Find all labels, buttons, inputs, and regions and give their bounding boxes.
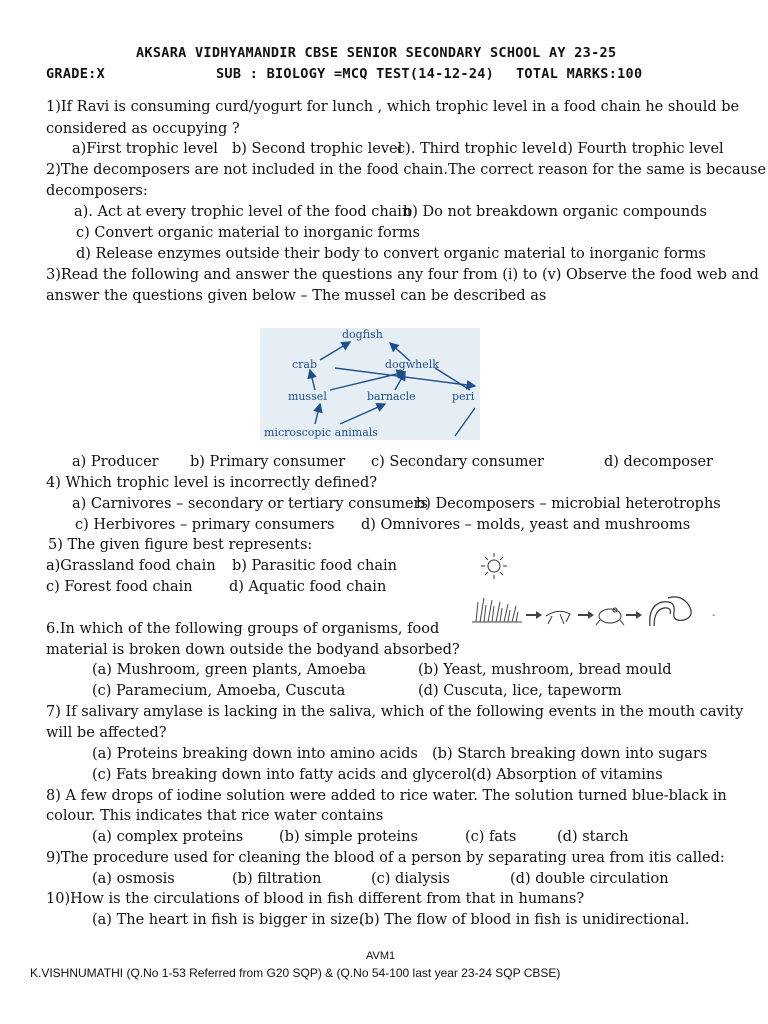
food-chain-figure: [462, 550, 722, 640]
arrow-mussel-dogwhelk: [330, 372, 405, 390]
question-7-text: 7) If salivary amylase is lacking in the saliva, which of the following events in the mouth cavity: [46, 704, 744, 720]
q10-option-b: (b) The flow of blood in fish is unidirectional.: [359, 912, 690, 928]
question-6-text: 6.In which of the following groups of organisms, food: [46, 621, 440, 637]
q8-option-a: (a) complex proteins: [92, 829, 244, 845]
grasshopper-icon: [546, 611, 570, 624]
q3-option-d: d) decomposer: [604, 454, 713, 470]
arrow-microscopic-mussel: [315, 404, 320, 424]
svg-text:-: -: [712, 610, 716, 621]
grade-label: GRADE:X: [46, 66, 105, 82]
q2-option-a: a). Act at every trophic level of the food chain: [74, 204, 412, 220]
q5-option-c: c) Forest food chain: [46, 579, 193, 595]
total-marks-label: TOTAL MARKS:100: [516, 66, 643, 82]
footer-credit: K.VISHNUMATHI (Q.No 1-53 Referred from G20 SQP) & (Q.No 54-100 last year 23-24 SQP CBSE): [30, 966, 561, 980]
question-9-text: 9)The procedure used for cleaning the blood of a person by separating urea from itis called:: [46, 850, 725, 866]
q6-option-a: (a) Mushroom, green plants, Amoeba: [92, 662, 367, 678]
q7-option-b: (b) Starch breaking down into sugars: [432, 746, 708, 762]
arrow-mussel-crab: [310, 370, 315, 390]
q7-option-c: (c) Fats breaking down into fatty acids and glycerol: [92, 767, 472, 783]
q3-option-c: c) Secondary consumer: [371, 454, 544, 470]
question-8-text: 8) A few drops of iodine solution were added to rice water. The solution turned blue-black in: [46, 788, 727, 804]
question-6-text-cont: material is broken down outside the bodyand absorbed?: [46, 642, 460, 658]
q6-option-d: (d) Cuscuta, lice, tapeworm: [418, 683, 622, 699]
snake-icon: [650, 597, 691, 626]
q1-option-c: c). Third trophic level: [397, 141, 557, 157]
q5-option-a: a)Grassland food chain: [46, 558, 216, 574]
q9-option-c: (c) dialysis: [371, 871, 450, 887]
q1-option-b: b) Second trophic level: [232, 141, 403, 157]
q1-option-a: a)First trophic level: [72, 141, 218, 157]
q6-option-b: (b) Yeast, mushroom, bread mould: [418, 662, 672, 678]
arrow-algae-peri: [455, 408, 475, 436]
question-5-text: 5) The given figure best represents:: [48, 537, 313, 553]
q1-option-d: d) Fourth trophic level: [558, 141, 724, 157]
q2-option-b: b) Do not breakdown organic compounds: [403, 204, 707, 220]
food-web-diagram: [260, 328, 480, 440]
node-dogfish: dogfish: [342, 328, 383, 341]
q3-option-a: a) Producer: [72, 454, 159, 470]
question-7-text-cont: will be affected?: [46, 725, 167, 741]
q6-option-c: (c) Paramecium, Amoeba, Cuscuta: [92, 683, 346, 699]
q7-option-d: (d) Absorption of vitamins: [471, 767, 663, 783]
question-2-text-cont: decomposers:: [46, 183, 148, 199]
q4-option-d: d) Omnivores – molds, yeast and mushrooms: [361, 517, 691, 533]
q3-option-b: b) Primary consumer: [190, 454, 346, 470]
arrow-crab-dogfish: [320, 342, 350, 360]
question-3-text-cont: answer the questions given below – The mussel can be described as: [46, 288, 547, 304]
q2-option-d: d) Release enzymes outside their body to convert organic material to inorganic forms: [76, 246, 706, 262]
page-code: AVM1: [366, 950, 396, 962]
question-8-text-cont: colour. This indicates that rice water contains: [46, 808, 384, 824]
node-mussel: mussel: [288, 390, 327, 403]
q8-option-c: (c) fats: [465, 829, 517, 845]
subject-label: SUB : BIOLOGY =MCQ TEST(14-12-24): [216, 66, 495, 82]
node-microscopic-animals: microscopic animals: [264, 426, 378, 439]
q2-option-c: c) Convert organic material to inorganic forms: [76, 225, 420, 241]
frog-icon: [596, 608, 624, 625]
q8-option-b: (b) simple proteins: [279, 829, 418, 845]
node-barnacle: barnacle: [367, 390, 416, 403]
q5-option-b: b) Parasitic food chain: [232, 558, 397, 574]
q7-option-a: (a) Proteins breaking down into amino acids: [92, 746, 418, 762]
arrow-microscopic-barnacle: [340, 404, 385, 424]
q9-option-b: (b) filtration: [232, 871, 322, 887]
node-peri: peri: [452, 390, 475, 403]
question-1-text-cont: considered as occupying ?: [46, 121, 240, 137]
q4-option-a: a) Carnivores – secondary or tertiary consumers: [72, 496, 428, 512]
arrow-icon: [526, 611, 642, 619]
q9-option-d: (d) double circulation: [510, 871, 669, 887]
q8-option-d: (d) starch: [557, 829, 629, 845]
question-3-text: 3)Read the following and answer the questions any four from (i) to (v) Observe the food web and: [46, 267, 759, 283]
node-dogwhelk: dogwhelk: [385, 358, 439, 371]
grass-icon: [472, 598, 522, 622]
q5-option-d: d) Aquatic food chain: [229, 579, 387, 595]
question-10-text: 10)How is the circulations of blood in fish different from that in humans?: [46, 891, 585, 907]
q9-option-a: (a) osmosis: [92, 871, 175, 887]
q4-option-b: b) Decomposers – microbial heterotrophs: [416, 496, 721, 512]
node-crab: crab: [292, 358, 318, 371]
school-title: AKSARA VIDHYAMANDIR CBSE SENIOR SECONDARY SCHOOL AY 23-25: [136, 45, 617, 61]
question-4-text: 4) Which trophic level is incorrectly defined?: [46, 475, 378, 491]
q10-option-a: (a) The heart in fish is bigger in size.: [92, 912, 364, 928]
sun-icon: [481, 553, 507, 579]
question-2-text: 2)The decomposers are not included in the food chain.The correct reason for the same is because: [46, 162, 767, 178]
q4-option-c: c) Herbivores – primary consumers: [75, 517, 335, 533]
arrow-peri-dogwhelk: [435, 368, 470, 390]
question-1-text: 1)If Ravi is consuming curd/yogurt for lunch , which trophic level in a food chain he should be: [46, 99, 740, 115]
